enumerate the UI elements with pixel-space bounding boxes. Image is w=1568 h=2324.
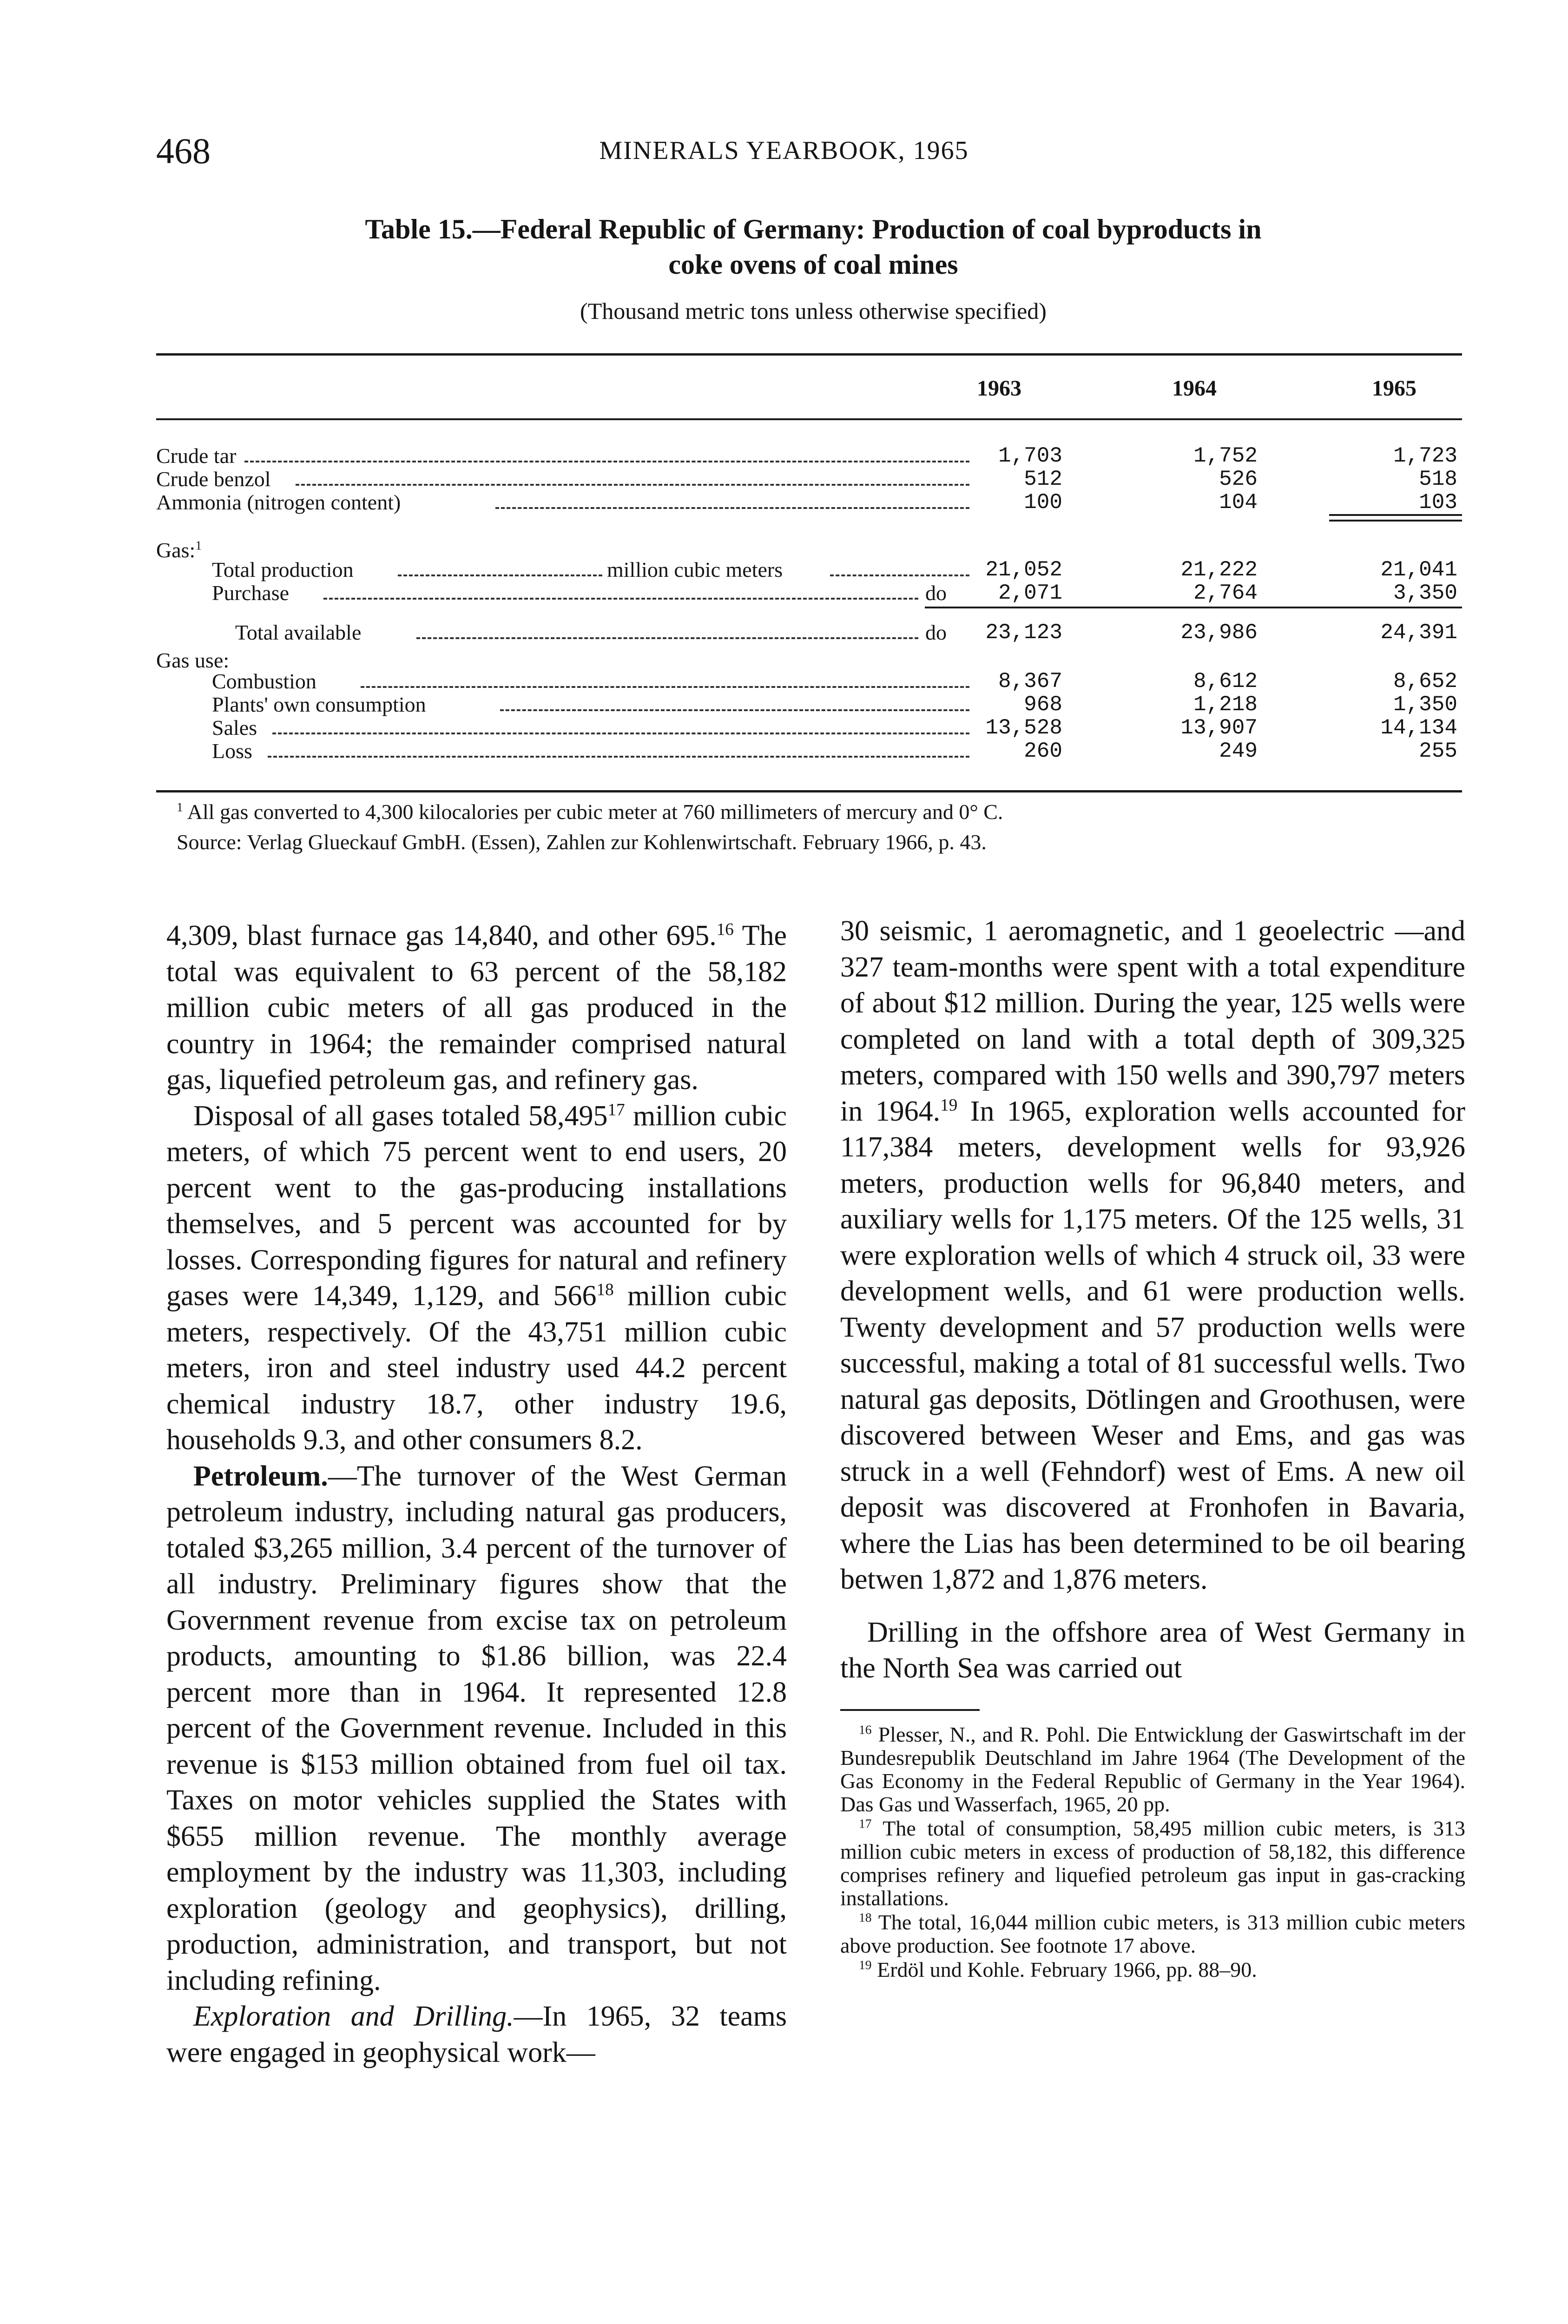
- cell-1963: 100: [1024, 490, 1062, 515]
- page-footnotes: [840, 1723, 1465, 1981]
- footnote-17: [840, 1817, 1465, 1910]
- dot-leader: [296, 484, 969, 486]
- footnote-19: [840, 1958, 1465, 1981]
- text-run: million cubic meters, respectively. Of the 43,751 million cubic meters, iron and steel industry used 44.2 percent chemical industry 18.7, other industry 19.6, households 9.3, and other consumers 8.2.: [166, 1280, 787, 1456]
- table-footnote: [177, 799, 1003, 824]
- row-label: Ammonia (nitrogen content): [156, 490, 401, 514]
- text-run: 4,309, blast furnace gas 14,840, and other 695.: [166, 920, 717, 951]
- text-run: The total was equivalent to 63 percent of the 58,182 million cubic meters of all gas produced in the country in 1964; the remainder comprised natural gas, liquefied petroleum gas, and refinery gas.: [166, 920, 787, 1096]
- row-label: Loss: [212, 739, 252, 763]
- table-row-combustion: [156, 669, 1462, 693]
- section-head-exploration: Exploration and Drilling.: [193, 2000, 514, 2032]
- text-run: Disposal of all gases totaled 58,495: [193, 1100, 608, 1132]
- text-run: —In 1965, 32 teams were engaged in geophysical work—: [166, 2000, 787, 2068]
- footnote-text: Plesser, N., and R. Pohl. Die Entwicklung der Gaswirtschaft im der Bundesrepublik Deutschland im Jahre 1964 (The Development of the Gas Economy in the Federal Republic of Germany in the Year 1964). Das Gas und Wasserfach, 1965, 20 pp.: [840, 1722, 1466, 1816]
- cell-1964: 23,986: [1180, 621, 1258, 645]
- table-subtotal-rule: [925, 607, 1462, 608]
- table-bottom-rule: [156, 790, 1462, 792]
- column-head-1964: 1964: [1172, 376, 1217, 401]
- cell-1963: 512: [1024, 467, 1062, 491]
- table-subtitle: (Thousand metric tons unless otherwise specified): [580, 298, 1047, 324]
- cell-1965: 103: [1419, 490, 1457, 515]
- cell-1964: 1,218: [1193, 693, 1258, 717]
- cell-1964: 8,612: [1193, 669, 1258, 693]
- cell-1963: 13,528: [985, 716, 1062, 740]
- row-label: Total available: [235, 621, 362, 644]
- table-row-sales: [156, 716, 1462, 740]
- footnote-text: Erdöl und Kohle. February 1966, pp. 88–90.: [877, 1957, 1257, 1981]
- gas-heading-text: Gas:: [156, 538, 196, 562]
- footnote-ref: 19: [940, 1095, 958, 1115]
- footnote-mark: 16: [859, 1722, 872, 1737]
- footnote-mark: 17: [859, 1816, 872, 1831]
- row-label: Plants' own consumption: [212, 693, 426, 716]
- footnote-mark: 1: [177, 799, 183, 814]
- footnote-rule: [840, 1709, 980, 1711]
- text-run: 30 seismic, 1 aeromagnetic, and 1 geoelectric —and 327 team-months were spent with a total expenditure of about $12 million. During the year, 125 wells were completed on land with a total depth of 309,325 meters, compared with 150 wells and 390,797 meters in 1964.: [840, 915, 1465, 1127]
- footnote-ref: 17: [607, 1100, 625, 1119]
- row-label: Purchase: [212, 581, 290, 605]
- cell-1964: 249: [1219, 739, 1258, 763]
- table-row-crude-tar: [156, 444, 1462, 468]
- dot-leader: [244, 461, 969, 462]
- column-head-1965: 1965: [1372, 376, 1416, 401]
- running-head: MINERALS YEARBOOK, 1965: [599, 136, 969, 165]
- dot-leader: [272, 733, 969, 734]
- paragraph-petroleum: [166, 1459, 787, 1999]
- cell-1963: 21,052: [985, 558, 1062, 582]
- cell-1963: 8,367: [998, 669, 1062, 693]
- footnote-ref: 16: [716, 920, 734, 939]
- cell-1963: 2,071: [998, 581, 1062, 605]
- footnote-ref: 1: [195, 538, 202, 553]
- cell-1965: 1,350: [1393, 693, 1457, 717]
- table-row-plants-own-consumption: [156, 693, 1462, 717]
- dot-leader: [323, 598, 918, 600]
- footnote-text: All gas converted to 4,300 kilocalories per cubic meter at 760 millimeters of mercury and 0° C.: [187, 800, 1003, 824]
- text-run: In 1965, exploration wells accounted for 117,384 meters, development wells for 93,926 meters, production wells for 96,840 meters, and auxiliary wells for 1,175 meters. Of the 125 wells, 31 were exploration wells of which 4 struck oil, 33 were development wells, and 61 were production wells. Twenty development and 57 production wells were successful, making a total of 81 successful wells. Two natural gas deposits, Dötlingen and Groothusen, were discovered between Weser and Ems, and gas was struck in a well (Fehndorf) west of Ems. A new oil deposit was discovered at Fronhofen in Bavaria, where the Lias has been determined to be oil bearing betwen 1,872 and 1,876 meters.: [840, 1095, 1465, 1595]
- dot-leader: [495, 507, 969, 509]
- row-label: Sales: [212, 716, 257, 739]
- row-unit: do: [925, 621, 947, 644]
- paragraph-gas-total: [166, 918, 787, 1098]
- table-title-line-1: Table 15.—Federal Republic of Germany: Production of coal byproducts in: [365, 214, 1262, 244]
- cell-1965: 3,350: [1393, 581, 1457, 605]
- table-row-ammonia: [156, 490, 1462, 515]
- dot-leader: [361, 686, 969, 688]
- cell-1965: 518: [1419, 467, 1457, 491]
- cell-1964: 2,764: [1193, 581, 1258, 605]
- column-head-1963: 1963: [977, 376, 1021, 401]
- paragraph-drilling: [840, 913, 1465, 1598]
- cell-1965: 14,134: [1380, 716, 1457, 740]
- section-head-petroleum: Petroleum.: [193, 1460, 328, 1492]
- footnote-16: [840, 1723, 1465, 1816]
- dot-leader: [398, 574, 602, 576]
- table-title-line-2: coke ovens of coal mines: [668, 249, 958, 280]
- row-label: Gas use:: [156, 648, 230, 672]
- row-label: Total production: [212, 558, 354, 581]
- paragraph-offshore: Drilling in the offshore area of West Germany in the North Sea was carried out: [840, 1616, 1465, 1684]
- page-number: 468: [156, 131, 211, 171]
- footnote-18: [840, 1911, 1465, 1957]
- footnote-ref: 18: [596, 1280, 614, 1300]
- table-row-crude-benzol: [156, 467, 1462, 491]
- table-row-total-production: [156, 558, 1462, 582]
- cell-1964: 104: [1219, 490, 1258, 515]
- table-row-purchase: [156, 581, 1462, 605]
- cell-1963: 1,703: [998, 444, 1062, 468]
- row-unit: million cubic meters: [607, 558, 783, 581]
- row-label: Combustion: [212, 669, 316, 693]
- text-run: —The turnover of the West German petroleum industry, including natural gas producers, totaled $3,265 million, 3.4 percent of the turnover of all industry. Preliminary figures show that the Government revenue from excise tax on petroleum products, amounting to $1.86 billion, was 22.4 percent more than in 1964. It represented 12.8 percent of the Government revenue. Included in this revenue is $153 million obtained from fuel oil tax. Taxes on motor vehicles supplied the States with $655 million revenue. The monthly average employment by the industry was 11,303, including exploration (geology and geophysics), drilling, production, administration, and transport, but not including refining.: [166, 1460, 787, 1996]
- row-unit: do: [925, 581, 947, 605]
- cell-1963: 260: [1024, 739, 1062, 763]
- cell-1965: 255: [1419, 739, 1457, 763]
- paragraph-gas-disposal: [166, 1098, 787, 1459]
- row-label: Crude tar: [156, 444, 237, 468]
- cell-1965: 21,041: [1380, 558, 1457, 582]
- table-source: Source: Verlag Glueckauf GmbH. (Essen), Zahlen zur Kohlenwirtschaft. February 1966, p. 43.: [177, 830, 987, 854]
- row-label: Crude benzol: [156, 467, 271, 491]
- table-double-rule-2: [1329, 520, 1462, 522]
- footnote-mark: 18: [859, 1910, 872, 1925]
- table-header-rule: [156, 418, 1462, 420]
- body-right-column: [840, 913, 1465, 1982]
- dot-leader: [416, 637, 918, 639]
- dot-leader: [268, 756, 969, 758]
- cell-1965: 1,723: [1393, 444, 1457, 468]
- cell-1964: 1,752: [1193, 444, 1258, 468]
- footnote-text: The total, 16,044 million cubic meters, is 313 million cubic meters above production. See footnote 17 above.: [840, 1910, 1465, 1957]
- dot-leader: [500, 709, 969, 711]
- cell-1964: 526: [1219, 467, 1258, 491]
- footnote-mark: 19: [859, 1957, 872, 1972]
- body-left-column: [166, 918, 787, 2071]
- table-title: [186, 211, 1441, 282]
- paragraph-exploration: [166, 1999, 787, 2071]
- cell-1964: 21,222: [1180, 558, 1258, 582]
- cell-1964: 13,907: [1180, 716, 1258, 740]
- cell-1965: 24,391: [1380, 621, 1457, 645]
- cell-1963: 968: [1024, 693, 1062, 717]
- cell-1963: 23,123: [985, 621, 1062, 645]
- footnote-text: The total of consumption, 58,495 million cubic meters, is 313 million cubic meters in excess of production of 58,182, this difference comprises refinery and liquefied petroleum gas input in gas-cracking installations.: [840, 1816, 1466, 1910]
- table-row-total-available: [156, 621, 1462, 645]
- table-top-rule: [156, 353, 1462, 356]
- text-run: million cubic meters, of which 75 percent went to end users, 20 percent went to the gas-producing installations themselves, and 5 percent was accounted for by losses. Corresponding figures for natural and refinery gases were 14,349, 1,129, and 566: [166, 1100, 787, 1312]
- table-row-loss: [156, 739, 1462, 763]
- cell-1965: 8,652: [1393, 669, 1457, 693]
